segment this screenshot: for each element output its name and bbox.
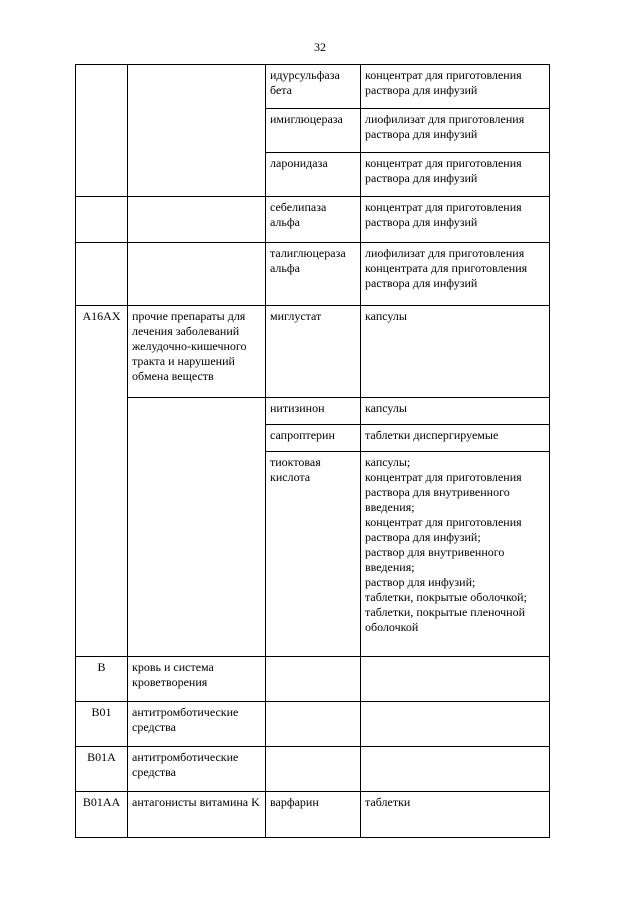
- form-cell: лиофилизат для приготовления раствора для инфузий: [361, 109, 550, 153]
- group-cell: [128, 197, 266, 243]
- form-cell: концентрат для приготовления раствора для инфузий: [361, 153, 550, 197]
- atc-code-cell: [76, 197, 128, 243]
- group-cell: антагонисты витамина K: [128, 792, 266, 838]
- drug-cell: сапроптерин: [266, 425, 361, 452]
- table-row: [76, 65, 550, 109]
- form-cell: капсулы; концентрат для приготовления раствора для внутривенного введения; концентрат для приготовления раствора для инфузий; раствор для внутривенного введения; раствор для инфузий; таблетки, покрытые оболочкой; таблетки, покрытые пленочной оболочкой: [361, 452, 550, 657]
- drug-cell: идурсульфаза бета: [266, 65, 361, 109]
- atc-code-cell: B01A: [76, 747, 128, 792]
- table-row: [76, 792, 550, 838]
- form-cell: [361, 702, 550, 747]
- group-cell: кровь и система кроветворения: [128, 657, 266, 702]
- group-cell: антитромботические средства: [128, 747, 266, 792]
- drug-cell: ларонидаза: [266, 153, 361, 197]
- table-row: [76, 398, 550, 425]
- form-cell: таблетки: [361, 792, 550, 838]
- form-cell: [361, 657, 550, 702]
- group-cell: [128, 398, 266, 657]
- table-row: [76, 747, 550, 792]
- atc-code-cell: B01: [76, 702, 128, 747]
- form-cell: капсулы: [361, 398, 550, 425]
- atc-code-cell: B: [76, 657, 128, 702]
- drug-cell: [266, 747, 361, 792]
- form-cell: концентрат для приготовления раствора для инфузий: [361, 197, 550, 243]
- group-cell: [128, 243, 266, 306]
- atc-code-cell: [76, 243, 128, 306]
- table-row: [76, 702, 550, 747]
- table-row: [76, 657, 550, 702]
- group-cell: прочие препараты для лечения заболеваний желудочно-кишечного тракта и нарушений обмена веществ: [128, 306, 266, 398]
- table-row: [76, 306, 550, 398]
- drug-table: [75, 64, 550, 838]
- page-number: 32: [314, 40, 326, 54]
- table-row: [76, 243, 550, 306]
- drug-cell: нитизинон: [266, 398, 361, 425]
- table-row: [76, 197, 550, 243]
- form-cell: концентрат для приготовления раствора для инфузий: [361, 65, 550, 109]
- atc-code-cell: B01AA: [76, 792, 128, 838]
- form-cell: лиофилизат для приготовления концентрата для приготовления раствора для инфузий: [361, 243, 550, 306]
- group-cell: антитромботические средства: [128, 702, 266, 747]
- group-cell: [128, 65, 266, 197]
- drug-cell: [266, 657, 361, 702]
- drug-cell: тиоктовая кислота: [266, 452, 361, 657]
- drug-cell: миглустат: [266, 306, 361, 398]
- form-cell: капсулы: [361, 306, 550, 398]
- drug-cell: варфарин: [266, 792, 361, 838]
- atc-code-cell: A16AX: [76, 306, 128, 657]
- drug-cell: талиглюцераза альфа: [266, 243, 361, 306]
- form-cell: таблетки диспергируемые: [361, 425, 550, 452]
- drug-cell: имиглюцераза: [266, 109, 361, 153]
- form-cell: [361, 747, 550, 792]
- drug-cell: [266, 702, 361, 747]
- drug-cell: себелипаза альфа: [266, 197, 361, 243]
- atc-code-cell: [76, 65, 128, 197]
